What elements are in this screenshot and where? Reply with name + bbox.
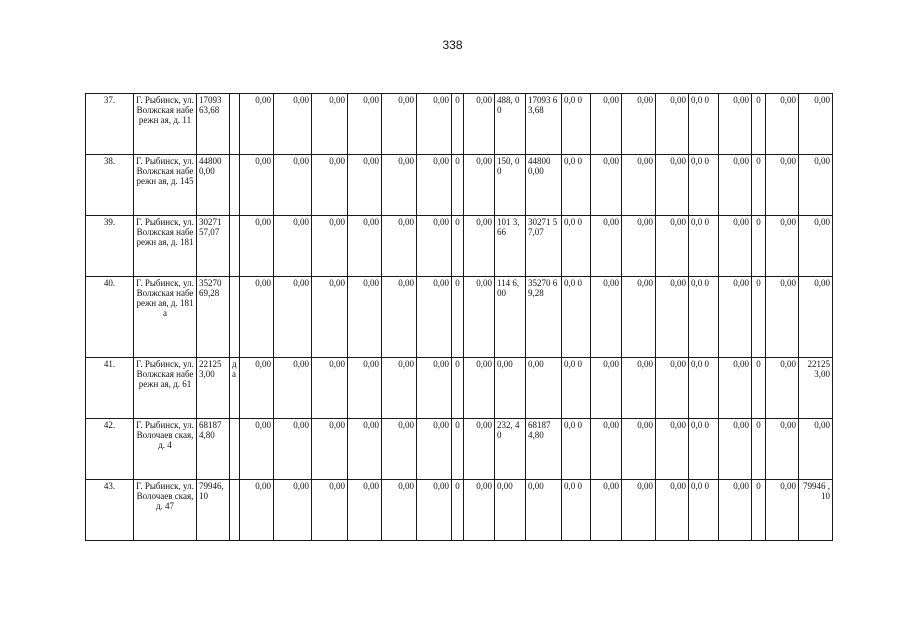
value-cell: 0,00 [274, 94, 312, 155]
table-row [86, 155, 833, 216]
value-cell: 0,00 [348, 216, 382, 277]
total-amount-cell: 35270 69,28 [197, 277, 230, 357]
address-cell: Г. Рыбинск, ул. Волжская набережн ая, д. 11 [134, 94, 197, 155]
value-cell: 0,00 [656, 155, 689, 216]
value-cell: 0,00 [348, 277, 382, 357]
value-cell: 0,00 [719, 277, 752, 357]
flag-cell [230, 277, 240, 357]
value-cell: 0,00 [766, 216, 799, 277]
value-cell: 0 [752, 216, 766, 277]
value-cell: 0,00 [312, 155, 348, 216]
value-cell: 0,00 [766, 94, 799, 155]
value-cell: 0,00 [312, 277, 348, 357]
value-cell: 0,00 [656, 94, 689, 155]
value-cell: 0,0 0 [689, 357, 719, 418]
final-amount-cell: 79946 ,10 [799, 479, 833, 540]
value-cell: 0,0 0 [689, 277, 719, 357]
value-cell: 0 [752, 155, 766, 216]
value-cell: 0 [752, 94, 766, 155]
amount-cell: 0,00 [526, 479, 562, 540]
value-cell: 0,00 [622, 94, 656, 155]
value-cell: 0,0 0 [689, 155, 719, 216]
amount-cell: 17093 63,68 [526, 94, 562, 155]
final-amount-cell: 0,00 [799, 277, 833, 357]
value-cell: 0,00 [348, 94, 382, 155]
value-cell: 0,00 [240, 277, 274, 357]
value-cell: 0,00 [719, 479, 752, 540]
value-cell: 0,00 [464, 277, 495, 357]
value-cell: 0,00 [766, 277, 799, 357]
value-cell: 0,00 [382, 479, 417, 540]
address-cell: Г. Рыбинск, ул. Волочаев ская, д. 47 [134, 479, 197, 540]
value-cell: 0,00 [591, 357, 622, 418]
value-cell: 0,00 [240, 94, 274, 155]
table-row [86, 277, 833, 357]
area-cell: 232, 40 [495, 418, 526, 479]
value-cell: 0,0 0 [562, 94, 591, 155]
value-cell: 0,00 [766, 155, 799, 216]
value-cell: 0,00 [348, 479, 382, 540]
row-number-cell: 39. [86, 216, 134, 277]
row-number-cell: 43. [86, 479, 134, 540]
total-amount-cell: 44800 0,00 [197, 155, 230, 216]
value-cell: 0,00 [591, 216, 622, 277]
flag-cell [230, 94, 240, 155]
value-cell: 0,00 [622, 277, 656, 357]
total-amount-cell: 79946, 10 [197, 479, 230, 540]
page-number: 338 [442, 38, 463, 52]
value-cell: 0,0 0 [689, 216, 719, 277]
value-cell: 0 [452, 277, 464, 357]
value-cell: 0,00 [382, 155, 417, 216]
value-cell: 0,00 [719, 216, 752, 277]
value-cell: 0,00 [274, 216, 312, 277]
value-cell: 0,00 [274, 418, 312, 479]
total-amount-cell: 30271 57,07 [197, 216, 230, 277]
value-cell: 0,00 [240, 357, 274, 418]
value-cell: 0,00 [417, 216, 452, 277]
value-cell: 0,00 [622, 479, 656, 540]
value-cell: 0,00 [382, 357, 417, 418]
final-amount-cell: 0,00 [799, 155, 833, 216]
value-cell: 0,00 [274, 357, 312, 418]
value-cell: 0,00 [417, 479, 452, 540]
amount-cell: 30271 57,07 [526, 216, 562, 277]
table-row [86, 216, 833, 277]
value-cell: 0,00 [312, 479, 348, 540]
value-cell: 0,00 [464, 94, 495, 155]
value-cell: 0,00 [591, 479, 622, 540]
address-cell: Г. Рыбинск, ул. Волочаев ская, д. 4 [134, 418, 197, 479]
final-amount-cell: 0,00 [799, 418, 833, 479]
value-cell: 0,00 [274, 277, 312, 357]
value-cell: 0,0 0 [562, 216, 591, 277]
value-cell: 0,00 [417, 155, 452, 216]
value-cell: 0,0 0 [689, 94, 719, 155]
value-cell: 0,00 [464, 155, 495, 216]
area-cell: 114 6,00 [495, 277, 526, 357]
flag-cell [230, 155, 240, 216]
value-cell: 0,0 0 [562, 479, 591, 540]
value-cell: 0 [752, 357, 766, 418]
value-cell: 0,00 [656, 216, 689, 277]
value-cell: 0,00 [591, 418, 622, 479]
value-cell: 0,00 [348, 418, 382, 479]
value-cell: 0 [452, 479, 464, 540]
table-body [86, 94, 833, 541]
amount-cell: 44800 0,00 [526, 155, 562, 216]
address-cell: Г. Рыбинск, ул. Волжская набережн ая, д. 61 [134, 357, 197, 418]
value-cell: 0 [452, 357, 464, 418]
flag-cell [230, 418, 240, 479]
flag-cell [230, 216, 240, 277]
row-number-cell: 42. [86, 418, 134, 479]
value-cell: 0,00 [382, 418, 417, 479]
value-cell: 0,0 0 [689, 479, 719, 540]
row-number-cell: 38. [86, 155, 134, 216]
row-number-cell: 37. [86, 94, 134, 155]
value-cell: 0,00 [382, 277, 417, 357]
value-cell: 0 [452, 155, 464, 216]
address-cell: Г. Рыбинск, ул. Волжская набережн ая, д. 145 [134, 155, 197, 216]
amount-cell: 68187 4,80 [526, 418, 562, 479]
value-cell: 0 [752, 418, 766, 479]
value-cell: 0,00 [719, 155, 752, 216]
value-cell: 0,00 [417, 277, 452, 357]
value-cell: 0 [752, 479, 766, 540]
final-amount-cell: 22125 3,00 [799, 357, 833, 418]
value-cell: 0,00 [719, 94, 752, 155]
table-row [86, 94, 833, 155]
value-cell: 0,00 [348, 357, 382, 418]
value-cell: 0,00 [464, 216, 495, 277]
total-amount-cell: 22125 3,00 [197, 357, 230, 418]
value-cell: 0,00 [766, 418, 799, 479]
value-cell: 0,00 [591, 94, 622, 155]
value-cell: 0,00 [656, 418, 689, 479]
value-cell: 0,00 [719, 418, 752, 479]
value-cell: 0,00 [240, 155, 274, 216]
value-cell: 0,0 0 [562, 155, 591, 216]
value-cell: 0,00 [240, 479, 274, 540]
value-cell: 0,00 [591, 277, 622, 357]
value-cell: 0,0 0 [562, 357, 591, 418]
register-table [85, 93, 833, 541]
total-amount-cell: 17093 63,68 [197, 94, 230, 155]
value-cell: 0 [452, 216, 464, 277]
value-cell: 0,00 [274, 155, 312, 216]
value-cell: 0,00 [591, 155, 622, 216]
value-cell: 0,00 [348, 155, 382, 216]
value-cell: 0,00 [240, 418, 274, 479]
row-number-cell: 40. [86, 277, 134, 357]
value-cell: 0,00 [622, 216, 656, 277]
value-cell: 0,00 [382, 216, 417, 277]
value-cell: 0,00 [766, 357, 799, 418]
value-cell: 0,00 [719, 357, 752, 418]
table-row [86, 418, 833, 479]
value-cell: 0,00 [464, 357, 495, 418]
address-cell: Г. Рыбинск, ул. Волжская набережн ая, д. 181а [134, 277, 197, 357]
address-cell: Г. Рыбинск, ул. Волжская набережн ая, д. 181 [134, 216, 197, 277]
row-number-cell: 41. [86, 357, 134, 418]
value-cell: 0,00 [656, 277, 689, 357]
value-cell: 0,00 [656, 357, 689, 418]
value-cell: 0,00 [464, 479, 495, 540]
area-cell: 488, 00 [495, 94, 526, 155]
value-cell: 0,00 [312, 357, 348, 418]
area-cell: 0,00 [495, 357, 526, 418]
value-cell: 0,00 [417, 418, 452, 479]
total-amount-cell: 68187 4,80 [197, 418, 230, 479]
area-cell: 101 3,66 [495, 216, 526, 277]
value-cell: 0,00 [464, 418, 495, 479]
final-amount-cell: 0,00 [799, 94, 833, 155]
value-cell: 0,00 [622, 357, 656, 418]
value-cell: 0,0 0 [562, 418, 591, 479]
value-cell: 0,0 0 [689, 418, 719, 479]
value-cell: 0,00 [622, 155, 656, 216]
value-cell: 0,00 [656, 479, 689, 540]
value-cell: 0 [752, 277, 766, 357]
value-cell: 0,00 [766, 479, 799, 540]
value-cell: 0,0 0 [562, 277, 591, 357]
area-cell: 150, 00 [495, 155, 526, 216]
amount-cell: 0,00 [526, 357, 562, 418]
flag-cell [230, 479, 240, 540]
table-row [86, 479, 833, 540]
value-cell: 0,00 [240, 216, 274, 277]
flag-cell: д а [230, 357, 240, 418]
value-cell: 0,00 [417, 94, 452, 155]
value-cell: 0,00 [417, 357, 452, 418]
area-cell: 0,00 [495, 479, 526, 540]
value-cell: 0,00 [312, 418, 348, 479]
value-cell: 0,00 [312, 216, 348, 277]
value-cell: 0,00 [274, 479, 312, 540]
value-cell: 0,00 [312, 94, 348, 155]
value-cell: 0,00 [382, 94, 417, 155]
value-cell: 0 [452, 94, 464, 155]
value-cell: 0 [452, 418, 464, 479]
amount-cell: 35270 69,28 [526, 277, 562, 357]
final-amount-cell: 0,00 [799, 216, 833, 277]
value-cell: 0,00 [622, 418, 656, 479]
table-row [86, 357, 833, 418]
